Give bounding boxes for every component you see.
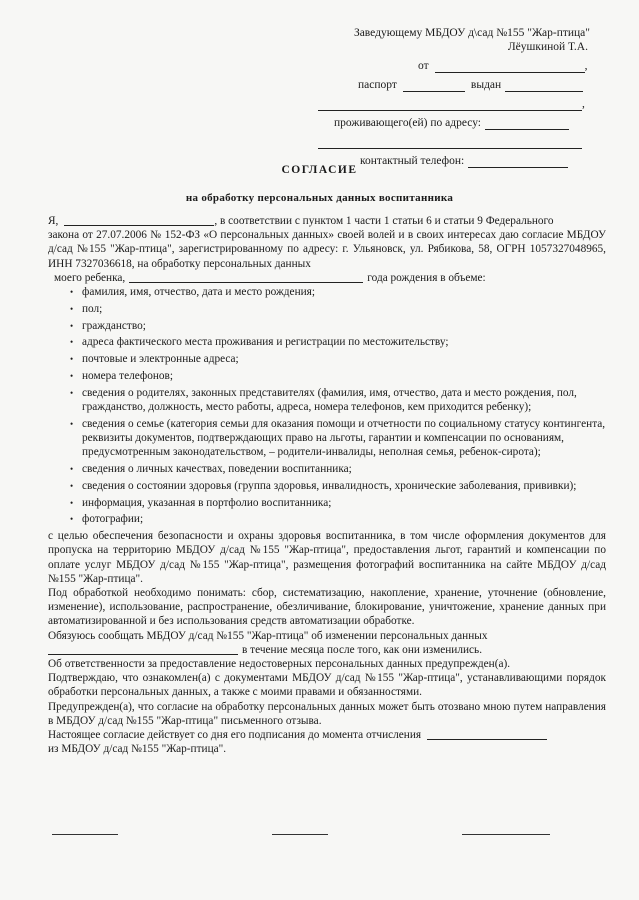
bullet-icon: • xyxy=(70,497,74,508)
signature-date-line[interactable] xyxy=(52,834,118,836)
data-item xyxy=(70,285,606,299)
child-name-field[interactable] xyxy=(129,271,363,283)
validity-line-2: из МБДОУ д/сад №155 "Жар-птица". xyxy=(48,743,227,756)
intro-first-line: Я, , в соответствии с пунктом 1 части 1 статьи 6 и статьи 9 Федерального xyxy=(48,215,554,227)
issued-continuation-field[interactable] xyxy=(318,100,582,111)
data-item-text: номера телефонов; xyxy=(82,370,174,382)
address-label: проживающего(ей) по адресу: xyxy=(334,117,481,129)
child-line: моего ребенка, года рождения в объеме: xyxy=(54,271,486,284)
document-subtitle: на обработку персональных данных воспитанника xyxy=(185,192,454,204)
obligation-line-2: в течение месяца после того, как они изменились. xyxy=(242,643,483,656)
bullet-icon: • xyxy=(70,418,74,429)
obligation-line-2-row xyxy=(48,643,606,657)
addressee-name: Лёушкиной Т.А. xyxy=(507,41,588,53)
data-item xyxy=(70,417,606,460)
data-item xyxy=(70,319,606,333)
from-label: от xyxy=(418,60,429,72)
bullet-icon: • xyxy=(70,287,74,298)
document-body xyxy=(48,214,606,756)
address-continuation-field[interactable] xyxy=(318,138,582,149)
addressee-line-1 xyxy=(318,26,590,40)
obligation-field[interactable] xyxy=(48,643,238,655)
bullet-icon: • xyxy=(70,514,74,525)
data-items-list xyxy=(48,285,606,527)
parent-name-field[interactable] xyxy=(64,214,214,226)
data-item-text: информация, указанная в портфолио воспитанника; xyxy=(82,496,332,509)
validity-row xyxy=(48,728,606,742)
data-item xyxy=(70,369,606,383)
from-field[interactable] xyxy=(435,62,585,73)
purpose-paragraph: с целью обеспечения безопасности и охраны здоровья воспитанника, в том числе оформления документов для пропуска на территорию МБДОУ д/сад №155 "Жар-птица", предоставления льгот, гарантий и компенсации по оплате услуг МБДОУ д/сад №155 "Жар-птица", размещения фотографий воспитанника на сайте МБДОУ д/сад №155 "Жар-птица". xyxy=(48,530,606,585)
addressee-organization: Заведующему МБДОУ д\сад №155 "Жар-птица" xyxy=(353,27,590,39)
address-field[interactable] xyxy=(485,119,569,130)
data-item xyxy=(70,462,606,476)
blank-line-1: , xyxy=(318,92,590,111)
bullet-icon: • xyxy=(70,320,74,331)
bullet-icon: • xyxy=(70,303,74,314)
data-item xyxy=(70,335,606,349)
passport-label: паспорт xyxy=(358,79,397,91)
bullet-icon: • xyxy=(70,371,74,381)
intro-paragraph: закона от 27.07.2006 № 152-ФЗ «О персональных данных» своей волей и в своих интересах даю согласие МБДОУ д/сад №155 "Жар-птица", зарегистрированному по адресу: г. Ульяновск, ул. Рябикова, 58, ОГРН 1057327048965, ИНН 7327036618, на обработку персональных данных xyxy=(48,229,606,270)
addressee-block xyxy=(318,26,590,168)
issued-field[interactable] xyxy=(505,81,583,92)
bullet-icon: • xyxy=(70,387,74,398)
bullet-icon: • xyxy=(70,464,74,474)
bullet-icon: • xyxy=(70,337,74,348)
addressee-line-2 xyxy=(318,40,590,54)
processing-paragraph: Под обработкой необходимо понимать: сбор, систематизацию, накопление, хранение, уточнение (обновление, изменение), использование, распространение, обезличивание, блокирование, уничтожение, хранение данных при автоматизированной и без использования средств автоматизации обработке. xyxy=(48,587,606,628)
data-item xyxy=(70,479,606,493)
phone-label: контактный телефон: xyxy=(360,155,465,167)
data-item-text: сведения о семье (категория семьи для оказания помощи и отчетности по социальному статусу контингента, реквизиты документов, подтверждающих право на льготы, гарантии и компенсации по основаниям, предусмотренным законодательством, – родители-инвалиды, неполная семья, ребенок-сирота); xyxy=(82,417,606,459)
data-item-text: фотографии; xyxy=(82,513,144,526)
address-line xyxy=(318,111,590,130)
signature-line[interactable] xyxy=(272,834,328,836)
data-item-text: почтовые и электронные адреса; xyxy=(82,353,239,366)
data-item-text: адреса фактического места проживания и регистрации по местожительству; xyxy=(82,336,449,349)
data-item-text: сведения о личных качествах, поведении воспитанника; xyxy=(82,463,352,475)
signature-decoding-line[interactable] xyxy=(462,834,550,836)
confirm-paragraph: Подтверждаю, что ознакомлен(а) с документами МБДОУ д/сад №155 "Жар-птица", устанавливающими порядок обработки персональных данных, а также с моими правами и обязанностями. xyxy=(48,672,606,699)
data-item-text: гражданство; xyxy=(82,319,146,332)
from-line: от , xyxy=(418,60,588,72)
document-title: СОГЛАСИЕ xyxy=(281,164,358,176)
data-item xyxy=(70,352,606,366)
issued-label: выдан xyxy=(470,79,502,91)
data-item-text: пол; xyxy=(82,302,103,315)
data-item xyxy=(70,496,606,510)
bullet-icon: • xyxy=(70,480,74,491)
validity-field[interactable] xyxy=(427,728,547,740)
data-item-text: фамилия, имя, отчество, дата и место рождения; xyxy=(82,286,315,299)
obligation-line-1: Обязуюсь сообщать МБДОУ д/сад №155 "Жар-птица" об изменении персональных данных xyxy=(48,629,488,642)
data-item-text: сведения о состоянии здоровья (группа здоровья, инвалидность, хронические заболевания, прививки); xyxy=(82,479,577,492)
data-item xyxy=(70,386,606,414)
bullet-icon: • xyxy=(70,354,74,365)
data-item xyxy=(70,302,606,316)
blank-line-2 xyxy=(318,130,590,149)
passport-field[interactable] xyxy=(403,81,465,92)
data-item xyxy=(70,512,606,526)
warned-paragraph: Предупрежден(а), что согласие на обработку персональных данных может быть отозвано мною путем направления в МБДОУ д/сад №155 "Жар-птица" письменного отзыва. xyxy=(48,700,606,727)
data-item-text: сведения о родителях, законных представителях (фамилия, имя, отчество, дата и место рождения, пол, гражданство, должность, место работы, адреса, номера телефонов, кем приходится ребенку); xyxy=(82,386,577,413)
passport-line xyxy=(318,73,590,92)
validity-line-1: Настоящее согласие действует со дня его подписания до момента отчисления xyxy=(48,729,422,742)
responsibility-paragraph: Об ответственности за предоставление недостоверных персональных данных предупрежден(а). xyxy=(48,658,511,671)
